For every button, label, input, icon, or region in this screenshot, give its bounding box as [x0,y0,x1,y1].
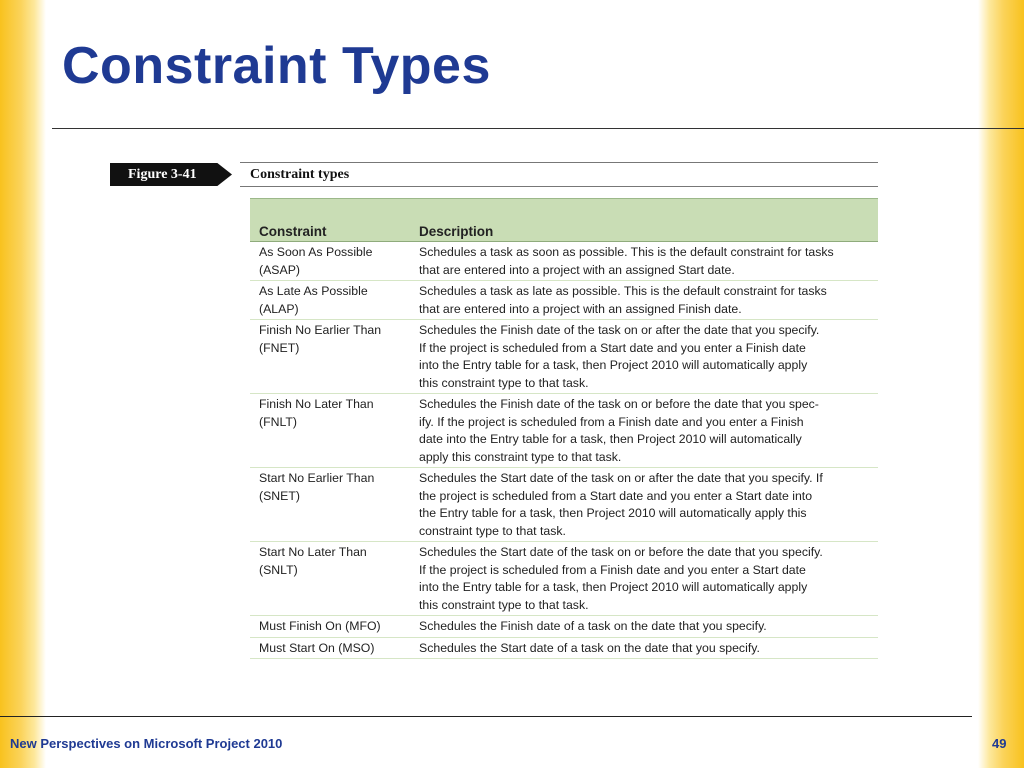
table-row [250,281,878,320]
constraint-line: Start No Later Than [259,545,367,559]
description-line: into the Entry table for a task, then Project 2010 will automatically apply [419,580,808,594]
description-line: that are entered into a project with an assigned Start date. [419,262,735,277]
constraint-line: (SNLT) [259,562,298,577]
figure-rule-top [240,162,878,163]
constraint-line: (FNLT) [259,414,298,429]
description-line: into the Entry table for a task, then Project 2010 will automatically apply [419,358,808,372]
constraint-line: (FNET) [259,340,300,355]
figure-rule-bottom [240,186,878,187]
description-cell [410,468,878,542]
right-gradient-edge [978,0,1024,768]
description-cell [410,320,878,394]
constraint-cell [250,320,410,394]
footer-divider [0,716,972,717]
constraint-line: Must Start On (MSO) [259,640,375,655]
constraint-line: Start No Earlier Than [259,471,375,485]
description-line: ify. If the project is scheduled from a Finish date and you enter a Finish [419,414,804,429]
description-line: Schedules the Finish date of the task on or after the date that you specify. [419,323,820,337]
constraint-cell [250,637,410,659]
description-line: Schedules the Start date of the task on or after the date that you specify. If [419,471,823,485]
description-line: If the project is scheduled from a Finish date and you enter a Start date [419,562,806,577]
left-gradient-edge [0,0,46,768]
constraint-cell [250,281,410,320]
description-line: apply this constraint type to that task. [419,449,622,464]
table-row [250,637,878,659]
description-line: Schedules a task as soon as possible. This is the default constraint for tasks [419,245,834,259]
constraint-cell [250,242,410,281]
table-row [250,320,878,394]
constraint-types-table [250,198,878,659]
description-line: Schedules the Finish date of the task on or before the date that you spec- [419,397,819,411]
figure-label: Figure 3-41 [128,167,197,182]
description-line: constraint type to that task. [419,523,566,538]
description-line: this constraint type to that task. [419,375,589,390]
constraint-cell [250,616,410,638]
description-cell [410,394,878,468]
description-line: Schedules the Start date of a task on the date that you specify. [419,640,760,655]
description-cell [410,242,878,281]
constraint-line: (ALAP) [259,301,299,316]
table-row [250,394,878,468]
description-cell [410,616,878,638]
description-line: Schedules the Finish date of a task on the date that you specify. [419,619,767,633]
constraint-cell [250,468,410,542]
description-line: Schedules a task as late as possible. This is the default constraint for tasks [419,284,827,298]
description-line: the Entry table for a task, then Project 2010 will automatically apply this [419,506,807,520]
description-cell [410,281,878,320]
column-header-description: Description [410,199,878,242]
constraint-cell [250,542,410,616]
constraint-line: As Soon As Possible [259,245,373,259]
column-header-constraint: Constraint [250,199,410,242]
constraint-cell [250,394,410,468]
description-line: that are entered into a project with an assigned Finish date. [419,301,742,316]
title-divider [52,128,1024,129]
description-cell [410,637,878,659]
table-row [250,468,878,542]
table-row [250,542,878,616]
table-header-row [250,199,878,242]
table-row [250,242,878,281]
slide-title: Constraint Types [62,37,491,95]
figure-caption: Constraint types [250,167,350,182]
constraint-line: Finish No Later Than [259,397,374,411]
description-line: the project is scheduled from a Start date and you enter a Start date into [419,488,813,503]
table-body [250,242,878,659]
description-cell [410,542,878,616]
description-line: If the project is scheduled from a Start date and you enter a Finish date [419,340,806,355]
constraint-line: (ASAP) [259,262,300,277]
constraint-line: Must Finish On (MFO) [259,619,381,633]
page-number: 49 [992,736,1007,751]
description-line: this constraint type to that task. [419,597,589,612]
constraint-line: Finish No Earlier Than [259,323,382,337]
footer-text: New Perspectives on Microsoft Project 2010 [10,736,283,751]
description-line: Schedules the Start date of the task on or before the date that you specify. [419,545,823,559]
description-line: date into the Entry table for a task, then Project 2010 will automatically [419,432,802,446]
table-row [250,616,878,638]
constraint-line: As Late As Possible [259,284,368,298]
constraint-line: (SNET) [259,488,300,503]
